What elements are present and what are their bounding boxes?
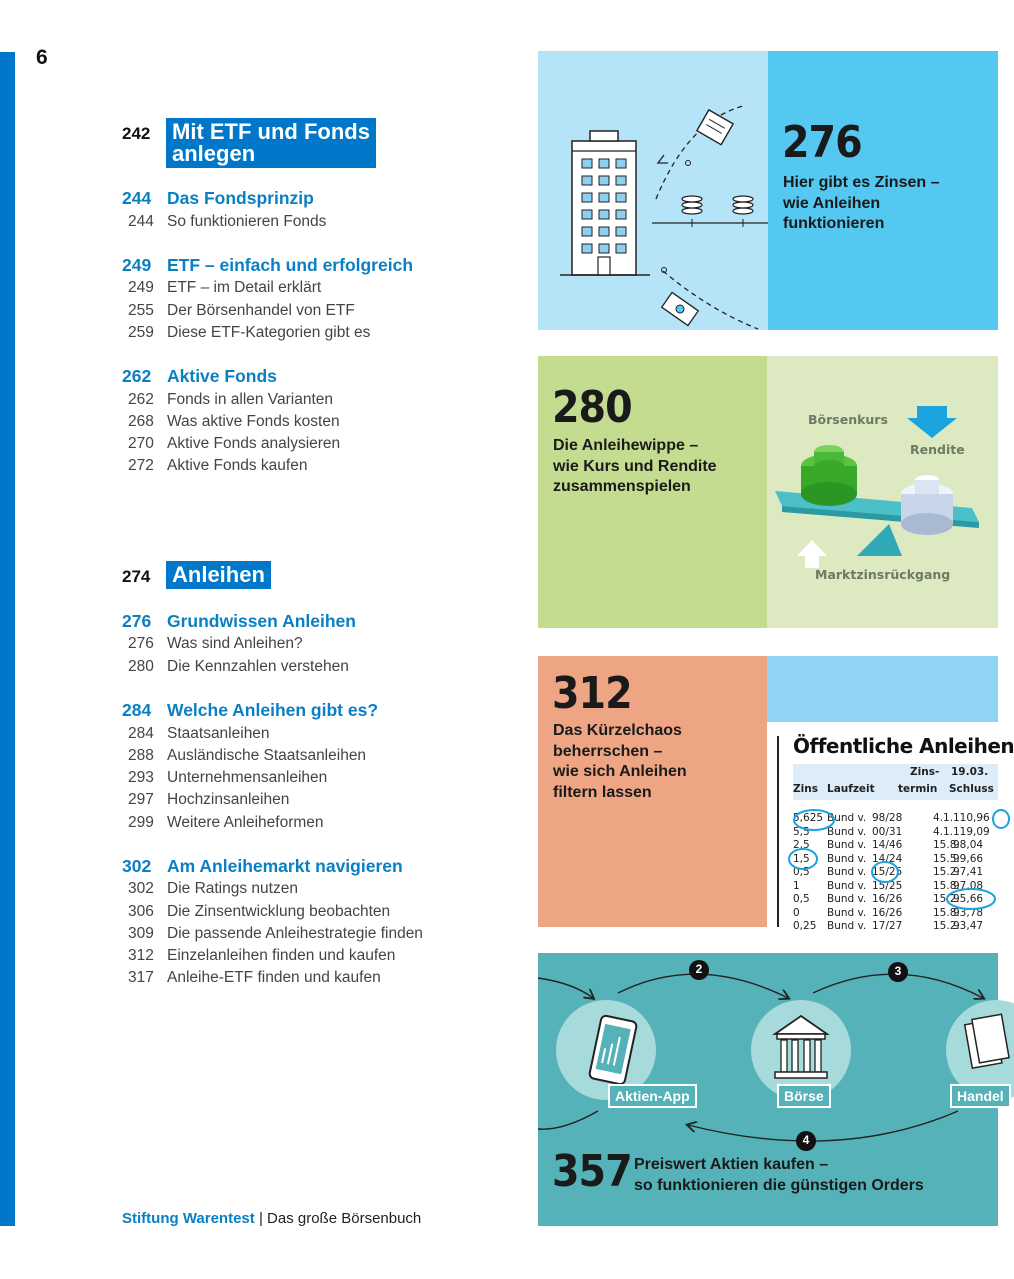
table-cell-name: Bund v. [827, 906, 867, 919]
panel-page-number: 357 [552, 1146, 632, 1197]
chapter-page-number: 242 [122, 124, 151, 143]
table-cell-t: 15.5. [933, 852, 960, 865]
table-cell-zins: 5,625 [793, 812, 824, 824]
toc-entry[interactable]: 317 Anleihe-ETF finden und kaufen [128, 969, 381, 986]
label-aktien-app: Aktien-App [608, 1084, 697, 1108]
footer-separator: | [258, 1210, 263, 1227]
section-heading[interactable]: 262 Aktive Fonds [122, 366, 277, 386]
table-header-cell: Zins [793, 783, 818, 795]
toc-entry[interactable]: 302 Die Ratings nutzen [128, 880, 298, 897]
section-heading[interactable]: 302 Am Anleihemarkt navigieren [122, 856, 403, 876]
table-cell-s: 119,09 [953, 825, 990, 838]
label-marktzinsrueckgang: Marktzinsrückgang [815, 567, 951, 582]
table-title: Öffentliche Anleihen [793, 734, 1014, 758]
toc-entry[interactable]: 249 ETF – im Detail erklärt [128, 279, 322, 296]
toc-entry[interactable]: 280 Die Kennzahlen verstehen [128, 658, 349, 675]
panel-page-number: 280 [552, 382, 632, 433]
table-cell-zins: 0 [793, 906, 800, 919]
table-cell-lz: 15/25 [872, 866, 903, 878]
table-cell-lz: 16/26 [872, 893, 903, 905]
toc-entry[interactable]: 259 Diese ETF-Kategorien gibt es [128, 324, 371, 341]
toc-entry[interactable]: 306 Die Zinsentwicklung beobachten [128, 903, 391, 920]
table-cell-lz: 17/27 [872, 920, 903, 932]
toc-entry[interactable]: 297 Hochzinsanleihen [128, 791, 290, 808]
step-number: 3 [894, 964, 902, 978]
table-cell-name: Bund v. [827, 893, 867, 905]
panel-description: Die Anleihewippe – wie Kurs und Rendite zusammenspielen [553, 437, 717, 495]
table-cell-name: Bund v. [827, 879, 867, 892]
table-cell-t: 15.2. [933, 866, 960, 878]
table-cell-lz: 14/46 [872, 839, 903, 851]
section-heading[interactable]: 276 Grundwissen Anleihen [122, 611, 356, 631]
toc-entry[interactable]: 268 Was aktive Fonds kosten [128, 413, 340, 430]
table-cell-name: Bund v. [827, 812, 867, 824]
table-cell-t: 4.1. [933, 812, 954, 824]
panel-280[interactable] [538, 356, 998, 628]
step-number: 2 [695, 962, 703, 976]
table-cell-lz: 15/25 [872, 879, 903, 892]
table-cell-zins: 0,5 [793, 893, 810, 905]
table-header-cell: Schluss [949, 783, 994, 795]
step-number: 4 [802, 1133, 810, 1147]
footer-brand: Stiftung Warentest [122, 1210, 255, 1227]
toc-entry[interactable]: 288 Ausländische Staatsanleihen [128, 747, 367, 764]
table-cell-t: 15.2. [933, 893, 960, 905]
table-cell-s: 98,04 [953, 839, 984, 851]
table-cell-zins: 1,5 [793, 852, 810, 865]
table-cell-lz: 00/31 [872, 825, 903, 838]
table-cell-s: 95,66 [953, 893, 984, 905]
label-boersenkurs: Börsenkurs [808, 412, 888, 427]
table-cell-s: 93,78 [953, 906, 984, 919]
panel-357[interactable] [538, 953, 1004, 1226]
table-cell-t: 15.8. [933, 906, 960, 919]
table-cell-name: Bund v. [827, 825, 867, 838]
table-cell-lz: 14/24 [872, 852, 903, 865]
bond-table [767, 722, 1014, 932]
toc-entry[interactable]: 293 Unternehmensanleihen [128, 769, 328, 786]
table-cell-name: Bund v. [827, 920, 867, 932]
table-cell-t: 15.8. [933, 839, 960, 851]
panel-page-number: 276 [782, 117, 862, 168]
chapter-page-number: 274 [122, 567, 151, 586]
chapter-title: Anleihen [166, 561, 271, 589]
panel-description: Preiswert Aktien kaufen – so funktionieren die günstigen Orders [634, 1156, 924, 1194]
toc-entry[interactable]: 309 Die passende Anleihestrategie finden [128, 925, 423, 942]
panel-276[interactable] [538, 51, 998, 330]
chapter-heading-anleihen[interactable] [122, 561, 271, 589]
panel-description: Das Kürzelchaos beherrschen – wie sich Anleihen filtern lassen [553, 722, 687, 801]
table-cell-zins: 0,5 [793, 866, 810, 878]
toc-entry[interactable]: 244 So funktionieren Fonds [128, 213, 327, 230]
chapter-heading-etf[interactable] [122, 118, 376, 168]
table-cell-zins: 5,5 [793, 825, 810, 838]
toc-entry[interactable]: 262 Fonds in allen Varianten [128, 391, 334, 408]
table-cell-lz: 16/26 [872, 906, 903, 919]
panel-312[interactable] [538, 656, 1014, 932]
table-cell-t: 15.2. [933, 920, 960, 932]
panel-312-header-area [767, 656, 998, 722]
table-cell-s: 97,08 [953, 879, 984, 892]
toc-entry[interactable]: 299 Weitere Anleiheformen [128, 814, 324, 831]
table-cell-name: Bund v. [827, 866, 867, 878]
section-heading[interactable]: 284 Welche Anleihen gibt es? [122, 700, 379, 720]
toc-entry[interactable]: 270 Aktive Fonds analysieren [128, 435, 341, 452]
toc-entry[interactable]: 284 Staatsanleihen [128, 725, 270, 742]
panel-description: Hier gibt es Zinsen – wie Anleihen funktionieren [783, 174, 940, 232]
toc-entry[interactable]: 272 Aktive Fonds kaufen [128, 457, 308, 474]
building-illustration [538, 51, 768, 330]
table-cell-s: 110,96 [953, 812, 990, 824]
label-boerse: Börse [777, 1084, 831, 1108]
toc-entry[interactable]: 312 Einzelanleihen finden und kaufen [128, 947, 396, 964]
table-cell-t: 15.8. [933, 879, 960, 892]
table-header-cell: Zins- [910, 766, 940, 778]
table-cell-zins: 2,5 [793, 839, 810, 851]
table-cell-zins: 0,25 [793, 920, 817, 932]
toc-entry[interactable]: 276 Was sind Anleihen? [128, 635, 303, 652]
table-cell-t: 4.1. [933, 825, 954, 838]
left-accent-bar [0, 52, 15, 1226]
page-number: 6 [36, 46, 48, 69]
table-cell-lz: 98/28 [872, 812, 903, 824]
highlight-circles [767, 722, 998, 927]
seesaw-illustration [767, 356, 998, 628]
label-rendite: Rendite [910, 442, 965, 457]
footer [122, 1210, 421, 1227]
table-cell-s: 93,47 [953, 920, 984, 932]
label-handel: Handel [950, 1084, 1011, 1108]
table-header-cell: termin [898, 783, 938, 795]
toc-entry[interactable]: 255 Der Börsenhandel von ETF [128, 302, 355, 319]
table-header-cell: Laufzeit [827, 783, 875, 795]
footer-book-title: Das große Börsenbuch [267, 1210, 422, 1227]
table-cell-s: 99,66 [953, 852, 984, 865]
panel-page-number: 312 [552, 668, 632, 719]
section-heading[interactable]: 244 Das Fondsprinzip [122, 188, 314, 208]
table-cell-s: 97,41 [953, 866, 984, 878]
table-cell-zins: 1 [793, 879, 800, 892]
table-header-cell: 19.03. [951, 766, 989, 778]
chapter-title: Mit ETF und Fonds anlegen [166, 118, 376, 168]
table-cell-name: Bund v. [827, 839, 867, 851]
table-cell-name: Bund v. [827, 852, 867, 865]
section-heading[interactable]: 249 ETF – einfach und erfolgreich [122, 255, 414, 275]
